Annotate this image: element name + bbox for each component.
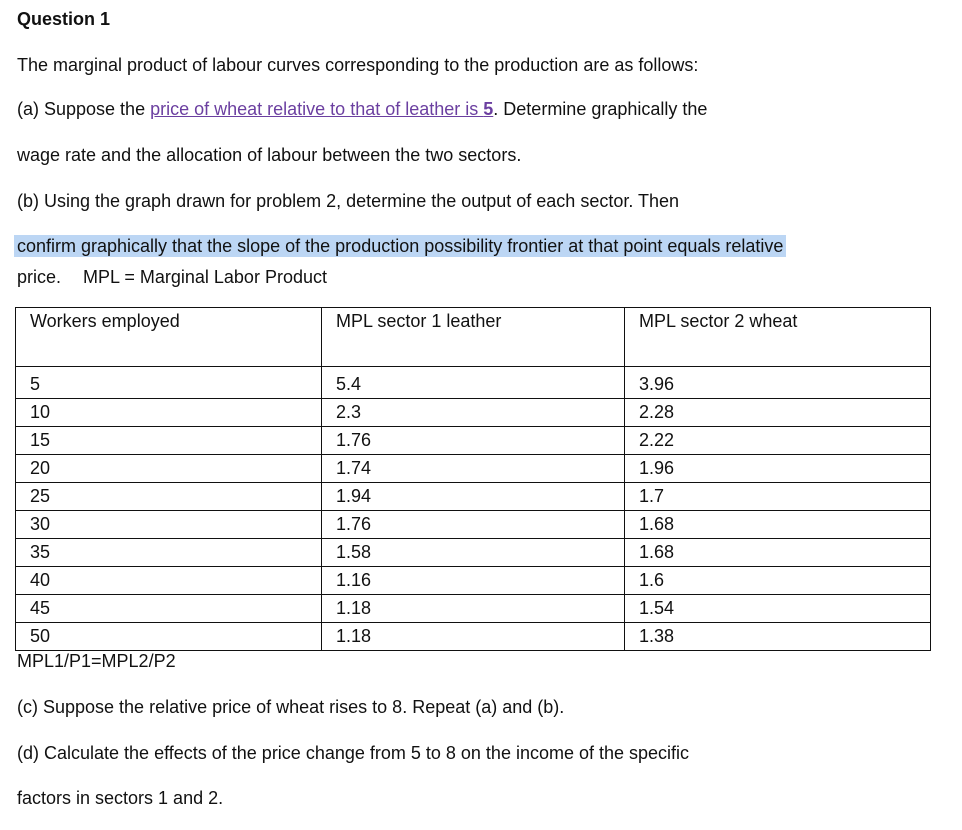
equilibrium-formula: MPL1/P1=MPL2/P2 — [17, 651, 176, 671]
relative-price-value: 5 — [483, 99, 494, 119]
part-d-line-1: (d) Calculate the effects of the price change from 5 to 8 on the income of the specific — [17, 743, 690, 763]
workers-cell: 50 — [16, 623, 322, 651]
workers-cell: 35 — [16, 539, 322, 567]
intro-text: The marginal product of labour curves corresponding to the production are as follows: — [17, 55, 699, 75]
part-a-line-1 — [17, 98, 707, 120]
workers-cell: 40 — [16, 567, 322, 595]
part-b-line-1: (b) Using the graph drawn for problem 2, determine the output of each sector. Then — [17, 191, 680, 211]
mpl2-cell: 1.54 — [625, 595, 931, 623]
mpl2-cell: 1.68 — [625, 539, 931, 567]
header-mpl-sector-2: MPL sector 2 wheat — [625, 308, 931, 367]
table-row — [16, 367, 931, 399]
mpl1-cell: 1.94 — [322, 483, 625, 511]
part-c-text: (c) Suppose the relative price of wheat rises to 8. Repeat (a) and (b). — [17, 697, 565, 717]
relative-price-link-text: price of wheat relative to that of leather is — [150, 99, 484, 119]
table-header-row — [16, 308, 931, 367]
table-row — [16, 427, 931, 455]
mpl1-cell: 1.58 — [322, 539, 625, 567]
question-title: Question 1 — [17, 9, 111, 29]
table-row — [16, 567, 931, 595]
mpl2-cell: 1.68 — [625, 511, 931, 539]
workers-cell: 5 — [16, 367, 322, 399]
table-row — [16, 455, 931, 483]
mpl1-cell: 5.4 — [322, 367, 625, 399]
mpl1-cell: 1.74 — [322, 455, 625, 483]
mpl2-cell: 3.96 — [625, 367, 931, 399]
table-row — [16, 623, 931, 651]
mpl-definition: MPL = Marginal Labor Product — [83, 267, 327, 287]
workers-cell: 25 — [16, 483, 322, 511]
mpl2-cell: 1.96 — [625, 455, 931, 483]
workers-cell: 15 — [16, 427, 322, 455]
mpl1-cell: 2.3 — [322, 399, 625, 427]
mpl1-cell: 1.16 — [322, 567, 625, 595]
workers-cell: 20 — [16, 455, 322, 483]
workers-cell: 10 — [16, 399, 322, 427]
mpl2-cell: 1.6 — [625, 567, 931, 595]
mpl1-cell: 1.18 — [322, 623, 625, 651]
mpl1-cell: 1.18 — [322, 595, 625, 623]
table-row — [16, 595, 931, 623]
part-a-prefix: (a) Suppose the — [17, 99, 151, 119]
mpl2-cell: 1.7 — [625, 483, 931, 511]
workers-cell: 45 — [16, 595, 322, 623]
header-workers-employed: Workers employed — [16, 308, 322, 367]
part-d-line-2: factors in sectors 1 and 2. — [17, 788, 224, 808]
part-b-price-word: price. — [17, 267, 62, 287]
mpl-table — [15, 307, 931, 651]
part-a-suffix: . Determine graphically the — [493, 99, 708, 119]
mpl2-cell: 2.22 — [625, 427, 931, 455]
part-b-line-3 — [17, 266, 327, 288]
workers-cell: 30 — [16, 511, 322, 539]
table-row — [16, 539, 931, 567]
relative-price-link[interactable] — [150, 99, 493, 119]
table-row — [16, 399, 931, 427]
mpl1-cell: 1.76 — [322, 511, 625, 539]
part-a-line-2: wage rate and the allocation of labour between the two sectors. — [17, 145, 522, 165]
header-mpl-sector-1: MPL sector 1 leather — [322, 308, 625, 367]
part-b-line-2-selected: confirm graphically that the slope of the production possibility frontier at that point equals relative — [14, 235, 786, 257]
mpl1-cell: 1.76 — [322, 427, 625, 455]
mpl2-cell: 1.38 — [625, 623, 931, 651]
table-row — [16, 511, 931, 539]
mpl2-cell: 2.28 — [625, 399, 931, 427]
table-row — [16, 483, 931, 511]
